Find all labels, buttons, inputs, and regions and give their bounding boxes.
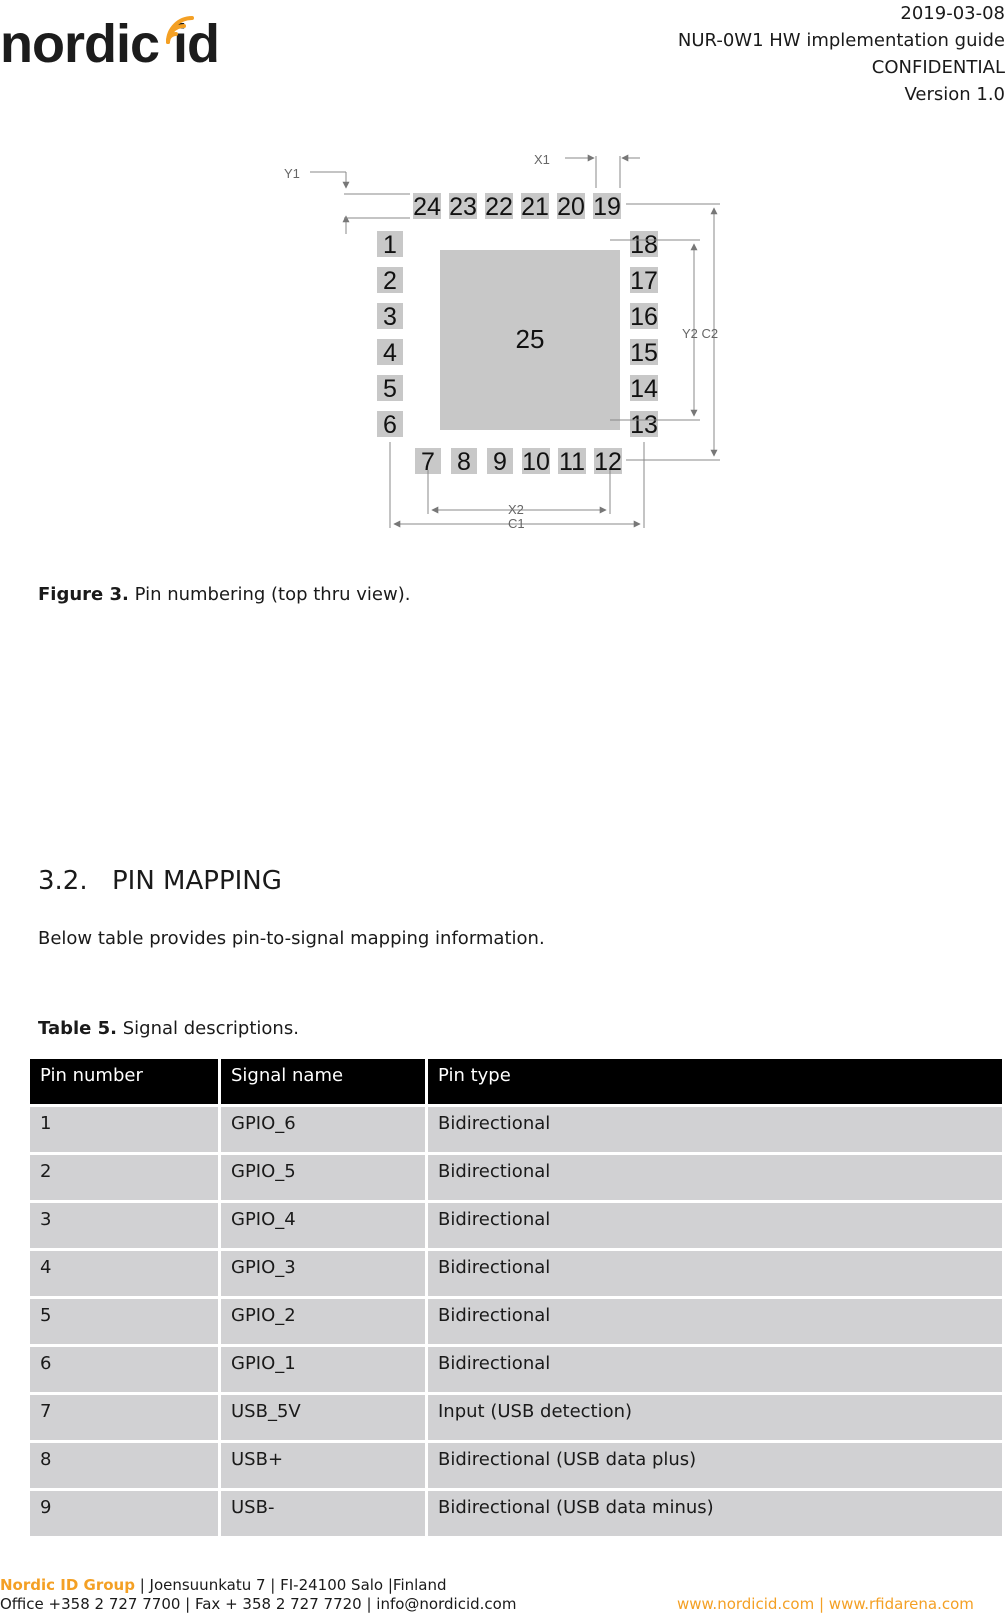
table-row (30, 1155, 1002, 1200)
section-title: PIN MAPPING (112, 866, 282, 896)
footer-address-line (0, 1576, 1008, 1595)
signal-name-cell: GPIO_6 (221, 1107, 425, 1152)
doc-date: 2019-03-08 (900, 3, 1005, 24)
section-heading (38, 866, 282, 896)
signal-name-cell: USB+ (221, 1443, 425, 1488)
pin-label-8: 8 (457, 448, 471, 476)
section-number: 3.2. (38, 866, 88, 896)
pin-label-23: 23 (449, 193, 477, 221)
table-row (30, 1443, 1002, 1488)
table-caption-text: Signal descriptions. (117, 1018, 299, 1039)
pin-type-cell: Bidirectional (USB data plus) (428, 1443, 1002, 1488)
table-row (30, 1251, 1002, 1296)
dim-label-x1: X1 (534, 152, 550, 167)
pin-label-15: 15 (630, 339, 658, 367)
pin-label-9: 9 (493, 448, 507, 476)
pin-label-20: 20 (557, 193, 585, 221)
section-intro: Below table provides pin-to-signal mapping information. (38, 928, 545, 949)
dim-label-x2: X2 (508, 502, 524, 517)
rfid-waves-icon (150, 12, 210, 52)
pin-label-21: 21 (521, 193, 549, 221)
table-row (30, 1347, 1002, 1392)
pin-label-6: 6 (383, 411, 397, 439)
pin-label-24: 24 (413, 193, 441, 221)
table-caption-label: Table 5. (38, 1018, 117, 1039)
footer-address: | Joensuunkatu 7 | FI-24100 Salo |Finland (134, 1576, 447, 1594)
figure-caption-text: Pin numbering (top thru view). (128, 584, 411, 605)
pin-label-3: 3 (383, 303, 397, 331)
nordic-id-logo (0, 14, 260, 74)
signal-name-cell: GPIO_4 (221, 1203, 425, 1248)
figure-caption-label: Figure 3. (38, 584, 129, 605)
pin-label-10: 10 (522, 448, 550, 476)
dim-label-c1: C1 (508, 516, 525, 531)
pin-type-cell: Bidirectional (428, 1203, 1002, 1248)
table-row (30, 1395, 1002, 1440)
signal-name-cell: GPIO_2 (221, 1299, 425, 1344)
table-row (30, 1299, 1002, 1344)
pin-label-4: 4 (383, 339, 397, 367)
footer-contact-line (0, 1595, 1008, 1614)
pin-label-1: 1 (383, 231, 397, 259)
pin-type-cell: Bidirectional (428, 1107, 1002, 1152)
doc-version: Version 1.0 (904, 84, 1005, 105)
table-header-row (30, 1059, 1002, 1104)
pin-type-cell: Bidirectional (428, 1251, 1002, 1296)
pin-number-cell: 3 (30, 1203, 218, 1248)
signal-table (27, 1056, 1005, 1539)
pin-type-cell: Bidirectional (428, 1347, 1002, 1392)
table-row (30, 1203, 1002, 1248)
pin-type-cell: Bidirectional (428, 1155, 1002, 1200)
pin-label-12: 12 (594, 448, 622, 476)
pin-number-cell: 2 (30, 1155, 218, 1200)
signal-name-cell: GPIO_5 (221, 1155, 425, 1200)
signal-name-cell: USB_5V (221, 1395, 425, 1440)
pin-label-5: 5 (383, 375, 397, 403)
pin-number-cell: 6 (30, 1347, 218, 1392)
pin-number-cell: 9 (30, 1491, 218, 1536)
table-row (30, 1491, 1002, 1536)
dim-label-y2c2: Y2 C2 (682, 326, 719, 341)
center-pad-label: 25 (515, 324, 545, 354)
doc-classification: CONFIDENTIAL (871, 57, 1005, 78)
pin-label-2: 2 (383, 267, 397, 295)
signal-name-cell: GPIO_1 (221, 1347, 425, 1392)
pin-number-cell: 5 (30, 1299, 218, 1344)
pin-label-19: 19 (593, 193, 621, 221)
signal-name-cell: GPIO_3 (221, 1251, 425, 1296)
dim-label-y1: Y1 (284, 166, 300, 181)
pin-type-cell: Bidirectional (428, 1299, 1002, 1344)
table-caption (38, 1018, 299, 1039)
pin-number-cell: 7 (30, 1395, 218, 1440)
header-pin-type: Pin type (428, 1059, 1002, 1104)
pin-label-17: 17 (630, 267, 658, 295)
pin-number-cell: 8 (30, 1443, 218, 1488)
pin-number-cell: 1 (30, 1107, 218, 1152)
pin-label-14: 14 (630, 375, 658, 403)
table-row (30, 1107, 1002, 1152)
page-footer (0, 1576, 1008, 1614)
pin-label-18: 18 (630, 231, 658, 259)
pin-label-7: 7 (421, 448, 435, 476)
signal-name-cell: USB- (221, 1491, 425, 1536)
document-meta (678, 0, 1005, 108)
pin-type-cell: Input (USB detection) (428, 1395, 1002, 1440)
pin-label-16: 16 (630, 303, 658, 331)
logo-wordmark: nordic id (0, 14, 219, 74)
footer-web-links[interactable]: www.nordicid.com | www.rfidarena.com (677, 1595, 974, 1613)
footer-company: Nordic ID Group (0, 1576, 135, 1594)
pin-type-cell: Bidirectional (USB data minus) (428, 1491, 1002, 1536)
pin-number-cell: 4 (30, 1251, 218, 1296)
header-pin-number: Pin number (30, 1059, 218, 1104)
figure-caption (38, 584, 410, 605)
footer-contact: Office +358 2 727 7700 | Fax + 358 2 727 7720 | info@nordicid.com (0, 1595, 517, 1613)
pin-label-11: 11 (559, 448, 585, 476)
header-signal-name: Signal name (221, 1059, 425, 1104)
pin-numbering-diagram (280, 150, 750, 560)
doc-title: NUR-0W1 HW implementation guide (677, 30, 1005, 51)
pin-label-22: 22 (485, 193, 513, 221)
pin-label-13: 13 (630, 411, 658, 439)
